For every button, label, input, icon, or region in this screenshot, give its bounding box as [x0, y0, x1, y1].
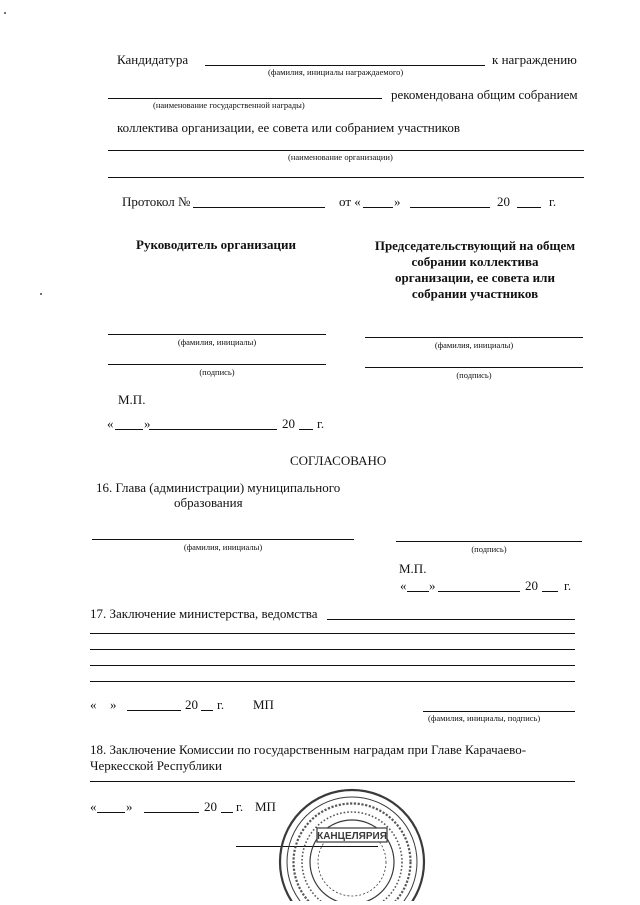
item17-year-prefix: 20 — [185, 697, 198, 712]
item18-date-close: » — [126, 799, 133, 814]
item17-line-4[interactable] — [90, 681, 575, 682]
candidacy-label: Кандидатура — [117, 52, 189, 67]
protocol-number-line[interactable] — [193, 207, 325, 208]
item17-label: 17. Заключение министерства, ведомства — [90, 606, 318, 621]
agreed-day-line[interactable] — [407, 591, 429, 592]
org-line-1[interactable] — [108, 150, 584, 151]
head-name-line[interactable] — [108, 334, 326, 335]
head-municipal-signature-caption: (подпись) — [471, 544, 507, 554]
protocol-close-quote: » — [394, 194, 401, 209]
recommended-text: рекомендована общим собранием — [391, 87, 578, 102]
head-municipal-name-caption: (фамилия, инициалы) — [183, 542, 263, 552]
signatures-year-line[interactable] — [299, 429, 313, 430]
scan-dot — [4, 12, 6, 14]
head-municipal-signature-line[interactable] — [396, 541, 582, 542]
award-name-line[interactable] — [108, 98, 382, 99]
signatures-year-suffix: г. — [317, 416, 325, 431]
chair-signature-line[interactable] — [365, 367, 583, 368]
protocol-day-line[interactable] — [363, 207, 393, 208]
protocol-label: Протокол № — [122, 194, 191, 209]
item17-date-close: » — [110, 697, 117, 712]
item17-signature-caption: (фамилия, инициалы, подпись) — [428, 713, 541, 723]
signatures-date-open: « — [107, 416, 114, 431]
item18-seal: МП — [255, 799, 276, 814]
chair-name-line[interactable] — [365, 337, 583, 338]
collective-text: коллектива организации, ее совета или собранием участников — [117, 120, 460, 135]
item18-line-2: Черкесской Республики — [90, 758, 222, 773]
agreed-date-close: » — [429, 578, 436, 593]
item18-month-line[interactable] — [144, 812, 199, 813]
org-caption: (наименование организации) — [288, 152, 393, 162]
head-title: Руководитель организации — [136, 237, 296, 252]
item17-year-line[interactable] — [201, 710, 213, 711]
chair-title-line-4: собрании участников — [411, 286, 539, 301]
award-name-caption: (наименование государственной награды) — [153, 100, 305, 110]
stamp-rings — [280, 790, 424, 901]
item17-line-0[interactable] — [327, 619, 575, 620]
item18-line[interactable] — [90, 781, 575, 782]
protocol-from: от « — [339, 194, 361, 209]
office-stamp — [276, 786, 428, 901]
item17-date-open: « — [90, 697, 97, 712]
agreed-month-line[interactable] — [438, 591, 520, 592]
item18-year-prefix: 20 — [204, 799, 217, 814]
item17-line-3[interactable] — [90, 665, 575, 666]
stamp-center-text: КАНЦЕЛЯРИЯ — [317, 831, 387, 842]
head-municipal-name-line[interactable] — [92, 539, 354, 540]
to-award-label: к награждению — [492, 52, 577, 67]
item17-month-line[interactable] — [127, 710, 181, 711]
head-signature-line[interactable] — [108, 364, 326, 365]
agreed-title: СОГЛАСОВАНО — [290, 453, 387, 468]
scan-dot — [40, 293, 42, 295]
org-line-2[interactable] — [108, 177, 584, 178]
signatures-date-close: » — [144, 416, 151, 431]
item16-line-1: 16. Глава (администрации) муниципального — [96, 480, 341, 495]
candidate-name-caption: (фамилия, инициалы награждаемого) — [268, 67, 404, 77]
item18-day-line[interactable] — [97, 812, 125, 813]
signatures-day-line[interactable] — [115, 429, 143, 430]
item17-seal: МП — [253, 697, 274, 712]
agreed-date-open: « — [400, 578, 407, 593]
protocol-year-prefix: 20 — [497, 194, 510, 209]
item17-line-1[interactable] — [90, 633, 575, 634]
chair-title-line-3: организации, ее совета или — [395, 270, 555, 285]
chair-title-line-2: собрании коллектива — [411, 254, 539, 269]
item16-line-2: образования — [174, 495, 243, 510]
protocol-year-line[interactable] — [517, 207, 541, 208]
item18-line-1: 18. Заключение Комиссии по государственным наградам при Главе Карачаево- — [90, 742, 527, 757]
item17-year-suffix: г. — [217, 697, 225, 712]
item17-line-2[interactable] — [90, 649, 575, 650]
candidate-name-line[interactable] — [205, 65, 485, 66]
signatures-year-prefix: 20 — [282, 416, 295, 431]
protocol-month-line[interactable] — [410, 207, 490, 208]
agreed-year-line[interactable] — [542, 591, 558, 592]
signatures-month-line[interactable] — [149, 429, 277, 430]
agreed-seal: М.П. — [399, 561, 427, 576]
head-name-caption: (фамилия, инициалы) — [177, 337, 257, 347]
item18-year-suffix: г. — [236, 799, 244, 814]
agreed-year-prefix: 20 — [525, 578, 538, 593]
protocol-year-suffix: г. — [549, 194, 557, 209]
chair-title-line-1: Председательствующий на общем — [374, 238, 576, 253]
head-signature-caption: (подпись) — [199, 367, 235, 377]
item17-signature-line[interactable] — [423, 711, 575, 712]
item18-year-line[interactable] — [221, 812, 233, 813]
item18-date-open: « — [90, 799, 97, 814]
chair-signature-caption: (подпись) — [456, 370, 492, 380]
signatures-seal: М.П. — [118, 392, 146, 407]
agreed-year-suffix: г. — [564, 578, 572, 593]
chair-name-caption: (фамилия, инициалы) — [434, 340, 514, 350]
